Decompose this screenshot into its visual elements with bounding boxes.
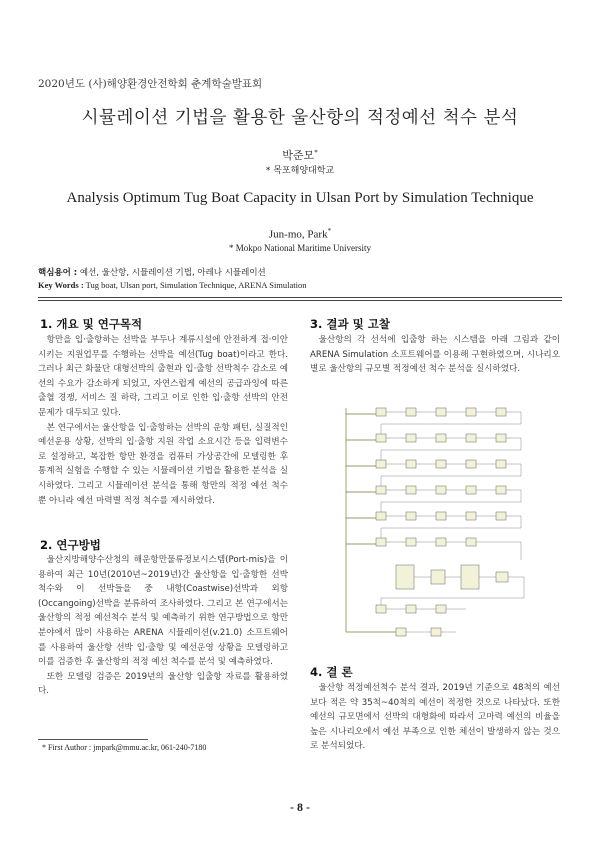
footnote-divider — [38, 739, 148, 740]
author-ko-text: 박준모 — [282, 149, 315, 162]
paper-title-korean: 시뮬레이션 기법을 활용한 울산항의 적정예선 척수 분석 — [81, 108, 519, 128]
keywords-ko-label: 핵심용어 : — [38, 268, 78, 278]
author-mark: * — [314, 148, 318, 157]
affiliation-english: * Mokpo National Maritime University — [229, 243, 371, 253]
header-divider-bottom — [38, 300, 562, 301]
section-2-paragraph-1: 울산지방해양수산청의 해운항만물류정보시스템(Port-mis)을 이용하여 최근 10년(2010년~2019년)간 울산항을 입·출항한 선박 척수와 이 선박들을 중 내항(Coastwise)선박과 외항(Occangoing)선박을 분류하여 조사하였다. 그리고 본 연구에서는 울산항의 적정 예선척수 분석 및 예측하기 위한 연구방법으로 항만분야에서 많이 사용하는 ARENA 시뮬레이션(v.21.0) 소프트웨어를 사용하여 울산항 선박 입·출항 및 예선운영 상황을 모델링하고 이를 검증한 후 울산항의 적정 예선 척수를 분석 및 예측하였다. — [38, 555, 288, 668]
section-4-title: 4. 결 론 — [310, 665, 353, 679]
section-2-paragraph-2: 또한 모델링 검증은 2019년의 울산항 입출항 자료를 활용하였다. — [38, 671, 288, 697]
section-3-title: 3. 결과 및 고찰 — [310, 317, 390, 331]
section-3-body — [310, 333, 560, 377]
keywords-en-label: Key Words : — [38, 280, 84, 290]
header-divider-top — [38, 297, 562, 298]
keywords-ko-text: 예선, 울산항, 시뮬레이션 기법, 아레나 시뮬레이션 — [79, 268, 266, 278]
keywords-english — [38, 280, 307, 290]
author-en-text: Jun-mo, Park — [268, 228, 328, 241]
author-mark-en: * — [327, 227, 332, 235]
page-number: - 8 - — [290, 800, 310, 814]
section-3-paragraph-1: 울산항의 각 선석에 입출항 하는 시스템을 아래 그림과 같이 ARENA Simulation 소프트웨어를 이용해 구현하였으며, 시나리오별로 울산항의 규모별 적정예선 척수 분석을 실시하였다. — [310, 335, 560, 375]
section-2-title: 2. 연구방법 — [40, 538, 101, 552]
conference-header: 2020년도 (사)해양환경안전학회 춘계학술발표회 — [38, 78, 263, 90]
section-1-paragraph-2: 본 연구에서는 울산항을 입·출항하는 선박의 운항 패턴, 실질적인 예선운용 상황, 선박의 입·출항 지원 작업 소요시간 등을 입력변수로 설정하고, 복잡한 항만 환경을 컴퓨터 가상공간에 모델링한 후 통계적 실험을 수행할 수 있는 시뮬레이션 기법을 활용한 분석을 실시하였다. 그리고 시뮬레이션 분석을 통해 항만의 적정 예선 척수 뿐 아니라 예선 마력별 적정 척수를 제시하였다. — [38, 422, 288, 506]
keywords-korean — [38, 266, 266, 278]
keywords-en-text: Tug boat, Ulsan port, Simulation Technique, ARENA Simulation — [85, 280, 307, 290]
section-1-paragraph-1: 항만을 입·출항하는 선박을 부두나 계류시설에 안전하게 접·이안시키는 지원업무를 수행하는 선박을 예선(Tug boat)이라고 한다. 그러나 최근 화물단 대형선박의 출현과 입·출항 선박척수 감소로 예선의 수요가 감소하게 되었고, 자연스럽게 예선의 공급과잉에 따른 출혈 경쟁, 서비스 질 하락, 그리고 이로 인한 입·출항 선박의 안전 문제가 대두되고 있다. — [38, 335, 288, 418]
section-4-paragraph-1: 울산항 적정예선척수 분석 결과, 2019년 기준으로 48척의 예선보다 적은 약 35척~40척의 예선이 적정한 것으로 나타났다. 또한 예선의 규모면에서 선박의 대형화에 따라서 고마력 예선의 비율을 높은 시나리오에서 예선 부족으로 인한 체선이 발생하지 않는 것으로 분석되었다. — [310, 683, 560, 752]
section-2-body — [38, 553, 288, 699]
affiliation-korean: * 목포해양대학교 — [265, 166, 335, 176]
paper-title-english: Analysis Optimum Tug Boat Capacity in Ulsan Port by Simulation Technique — [66, 190, 534, 206]
footnote: * First Author : jmpark@mmu.ac.kr, 061-240-7180 — [42, 743, 207, 752]
section-1-body — [38, 333, 288, 508]
section-4-body — [310, 681, 560, 754]
author-name-korean — [0, 147, 600, 163]
section-1-title: 1. 개요 및 연구목적 — [40, 317, 143, 331]
author-name-english — [0, 227, 600, 241]
arena-simulation-model-figure — [336, 400, 536, 645]
